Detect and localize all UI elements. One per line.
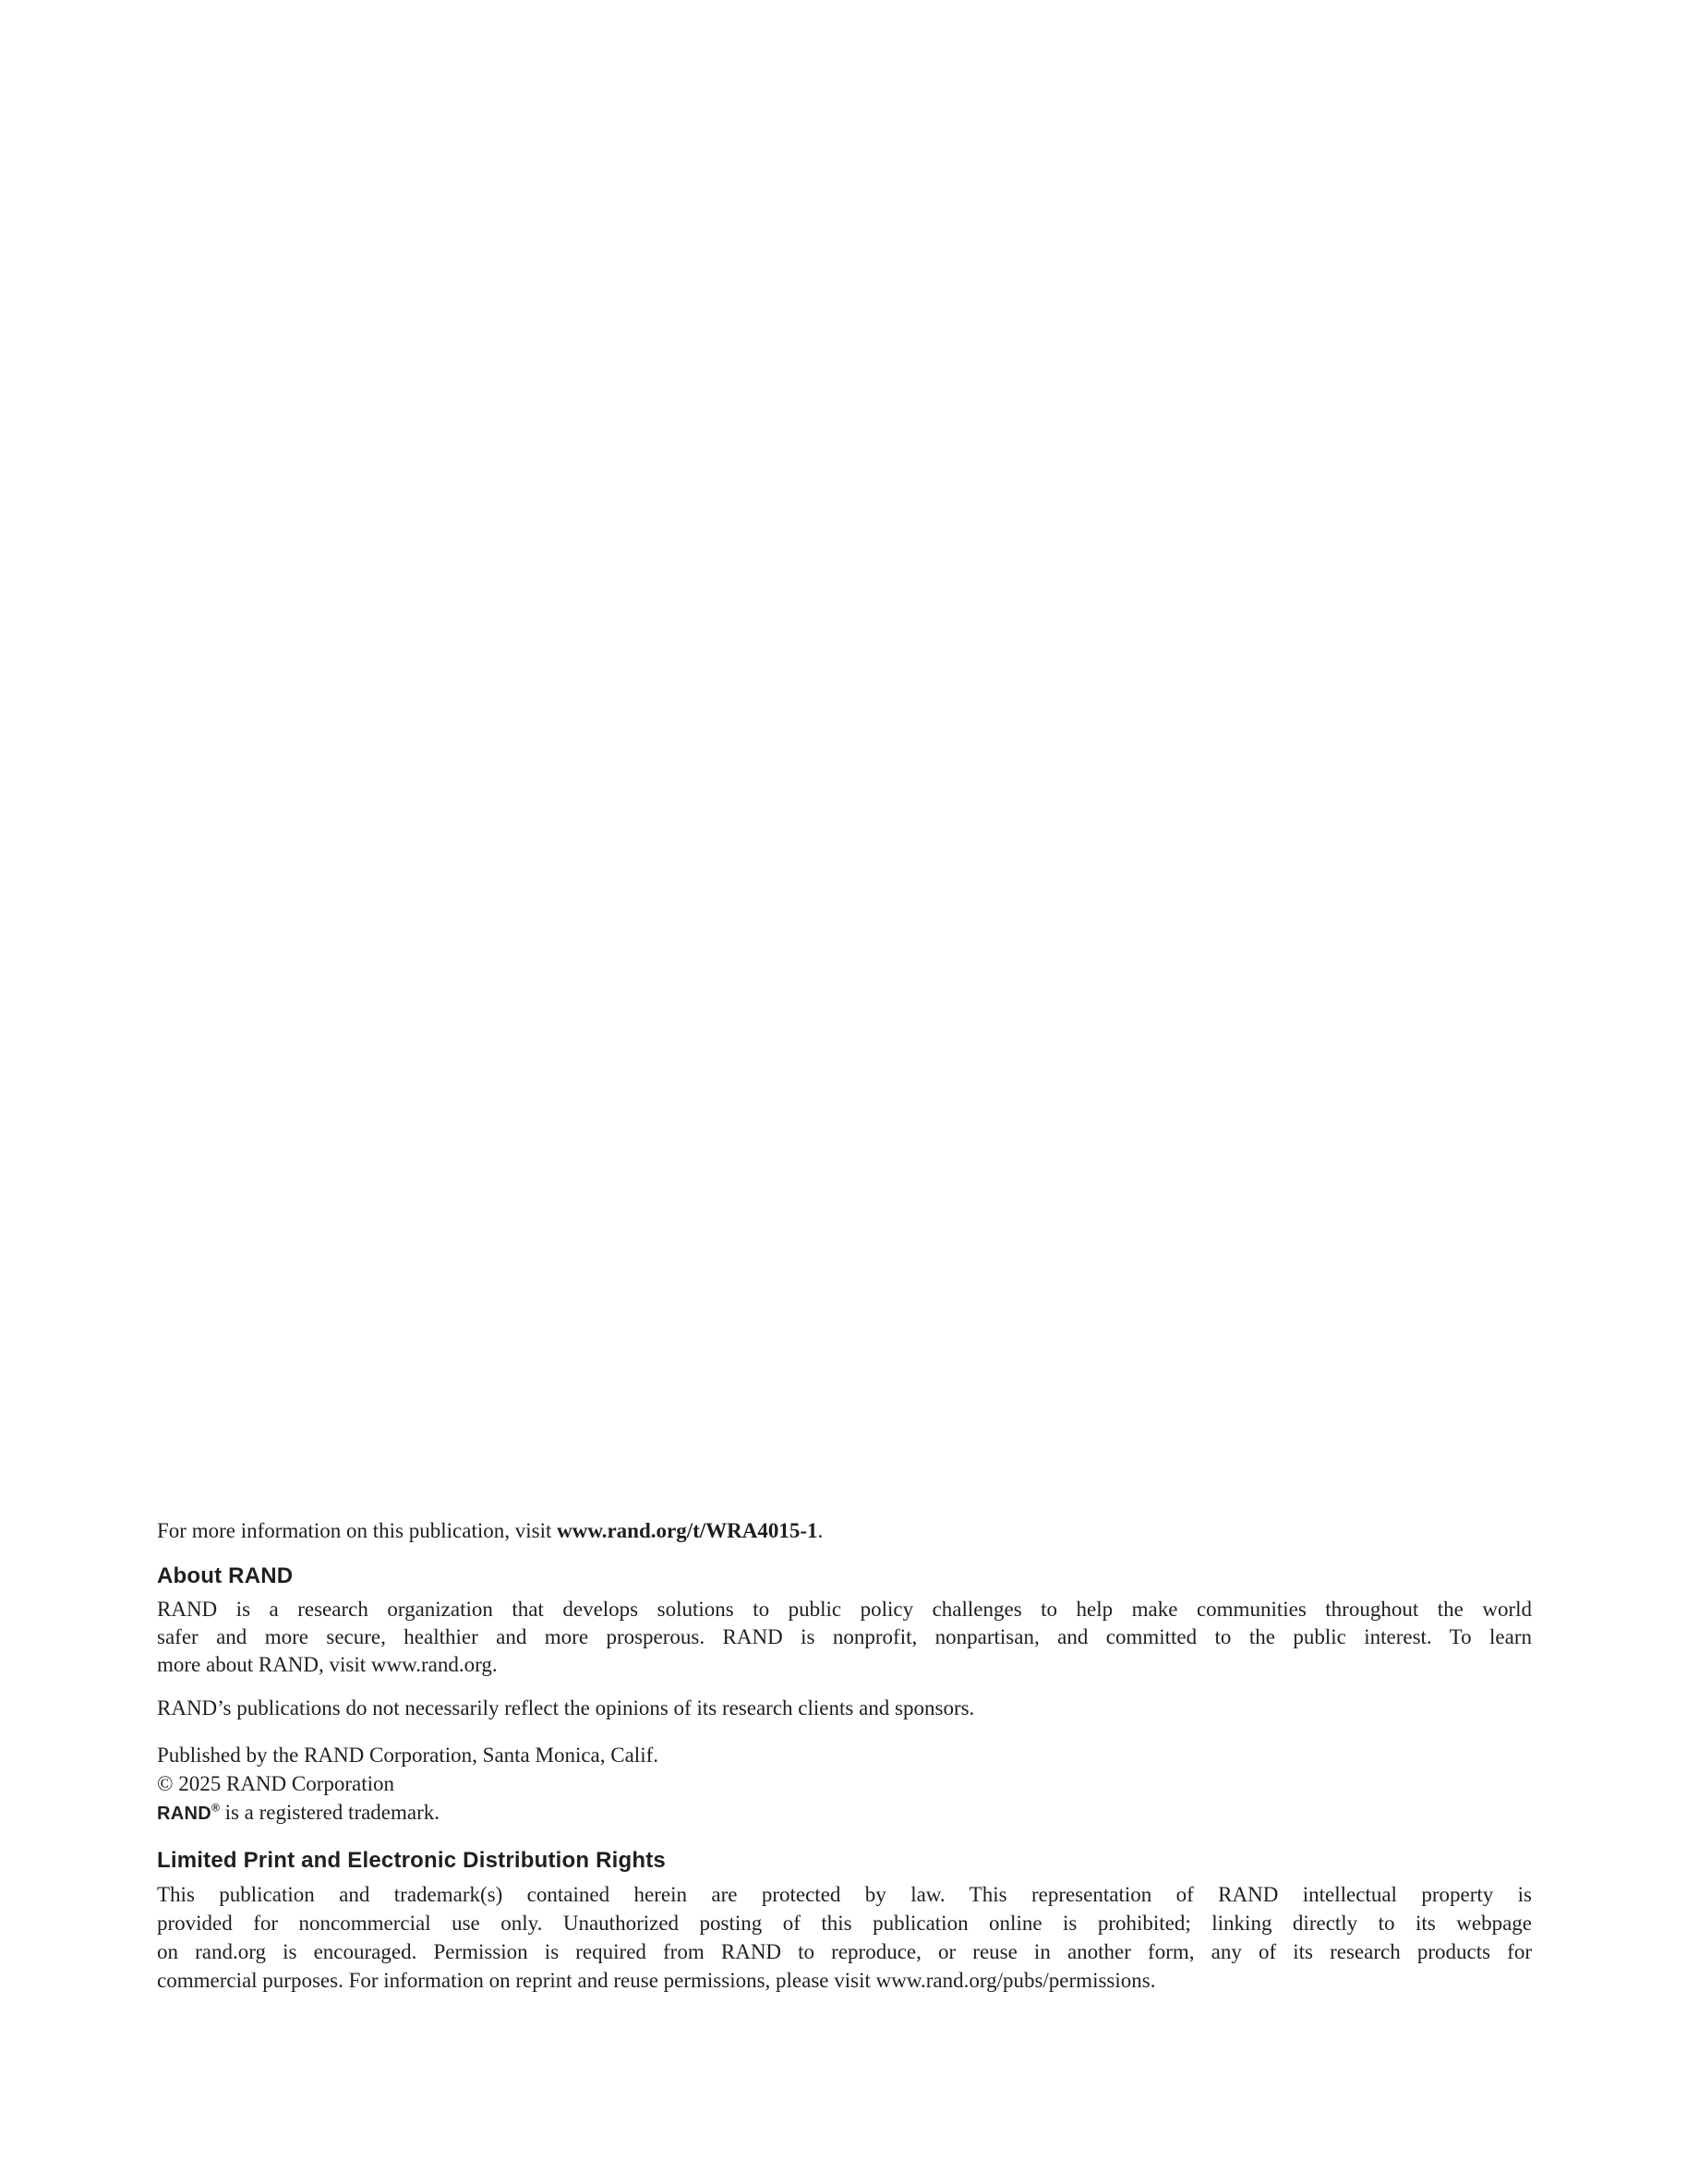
rights-line-3: on rand.org is encouraged. Permission is required from RAND to reproduce, or reuse in another form, any of its research products for — [157, 1940, 1532, 1963]
rand-wordmark: RAND — [157, 1804, 211, 1824]
distribution-rights-paragraph — [157, 1880, 1532, 1995]
rights-line-2: provided for noncommercial use only. Unauthorized posting of this publication online is prohibited; linking directly to its webpage — [157, 1912, 1532, 1935]
about-rand-line-3: more about RAND, visit www.rand.org. — [157, 1653, 498, 1676]
distribution-rights-heading: Limited Print and Electronic Distribution Rights — [157, 1848, 666, 1873]
about-rand-paragraph — [157, 1596, 1532, 1679]
rights-line-4: commercial purposes. For information on reprint and reuse permissions, please visit www.rand.org/pubs/permissions. — [157, 1969, 1156, 1992]
published-by-line: Published by the RAND Corporation, Santa Monica, Calif. — [157, 1744, 658, 1767]
publisher-block — [157, 1741, 1532, 1828]
about-rand-heading: About RAND — [157, 1563, 294, 1588]
publication-info-suffix: . — [817, 1519, 824, 1542]
about-rand-line-2: safer and more secure, healthier and more prosperous. RAND is nonprofit, nonpartisan, and committed to the public interest. To learn — [157, 1625, 1532, 1648]
trademark-text: is a registered trademark. — [219, 1801, 440, 1824]
trademark-line — [157, 1798, 1532, 1828]
disclaimer-line: RAND’s publications do not necessarily reflect the opinions of its research clients and sponsors. — [157, 1696, 975, 1719]
copyright-line: © 2025 RAND Corporation — [157, 1772, 395, 1795]
publication-info-line — [157, 1517, 1532, 1545]
copyright-page-content — [157, 1517, 1532, 1995]
publication-info-prefix: For more information on this publication, visit — [157, 1519, 558, 1542]
about-rand-line-1: RAND is a research organization that develops solutions to public policy challenges to help make communities throughout the world — [157, 1598, 1532, 1621]
publication-url-link[interactable]: www.rand.org/t/WRA4015-1 — [557, 1519, 818, 1542]
rights-line-1: This publication and trademark(s) contained herein are protected by law. This representation of RAND intellectual property is — [157, 1883, 1532, 1906]
registered-trademark-icon: ® — [211, 1801, 220, 1815]
